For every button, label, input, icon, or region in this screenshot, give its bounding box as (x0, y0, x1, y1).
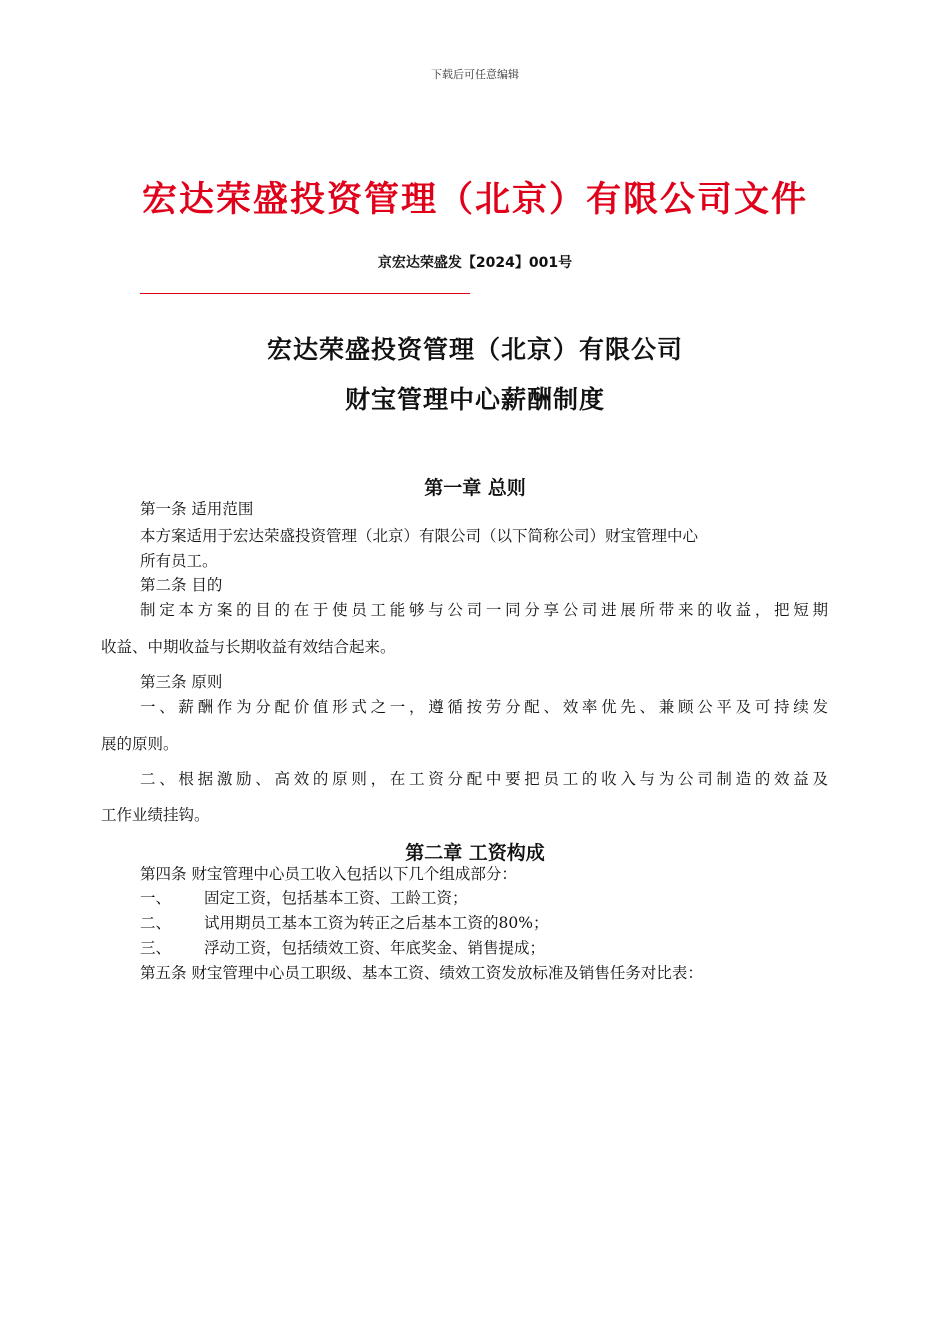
article3-point2-line1: 二、根据激励、高效的原则，在工资分配中要把员工的收入与为公司制造的效益及 (140, 770, 828, 788)
red-divider-line (140, 293, 470, 294)
list-item-text: 固定工资，包括基本工资、工龄工资； (204, 889, 468, 907)
list-item-text: 试用期员工基本工资为转正之后基本工资的80%； (204, 914, 549, 932)
chapter2-title: 第二章 工资构成 (405, 842, 545, 864)
chapter1-title: 第一章 总则 (424, 477, 526, 499)
article3-point2-line2: 工作业绩挂钩。 (101, 806, 210, 824)
main-title-line1: 宏达荣盛投资管理（北京）有限公司 (266, 335, 683, 364)
article5-heading: 第五条 财宝管理中心员工职级、基本工资、绩效工资发放标准及销售任务对比表： (140, 964, 703, 982)
list-item-number: 一、 (140, 889, 172, 907)
article2-text-line1: 制定本方案的目的在于使员工能够与公司一同分享公司进展所带来的收益，把短期 (140, 601, 828, 619)
header-note: 下载后可任意编辑 (431, 68, 519, 81)
article2-text-line2: 收益、中期收益与长期收益有效结合起来。 (101, 638, 396, 656)
article1-text-line2: 所有员工。 (140, 552, 218, 570)
article3-point1-line1: 一、薪酬作为分配价值形式之一，遵循按劳分配、效率优先、兼顾公平及可持续发 (140, 698, 828, 716)
document-number: 京宏达荣盛发【2024】001号 (377, 255, 573, 271)
list-item (140, 888, 468, 908)
article3-heading: 第三条 原则 (140, 673, 223, 691)
article3-point1-line2: 展的原则。 (101, 735, 179, 753)
list-item (140, 938, 545, 958)
list-item (140, 913, 548, 933)
article1-text-line1: 本方案适用于宏达荣盛投资管理（北京）有限公司（以下简称公司）财宝管理中心 (140, 527, 699, 545)
article1-heading: 第一条 适用范围 (140, 500, 254, 518)
red-letterhead-title: 宏达荣盛投资管理（北京）有限公司文件 (141, 179, 808, 220)
article4-heading: 第四条 财宝管理中心员工收入包括以下几个组成部分： (140, 865, 517, 883)
article2-heading: 第二条 目的 (140, 576, 223, 594)
main-title-line2: 财宝管理中心薪酬制度 (344, 385, 605, 414)
list-item-text: 浮动工资，包括绩效工资、年底奖金、销售提成； (204, 939, 546, 957)
list-item-number: 二、 (140, 914, 172, 932)
list-item-number: 三、 (140, 939, 172, 957)
